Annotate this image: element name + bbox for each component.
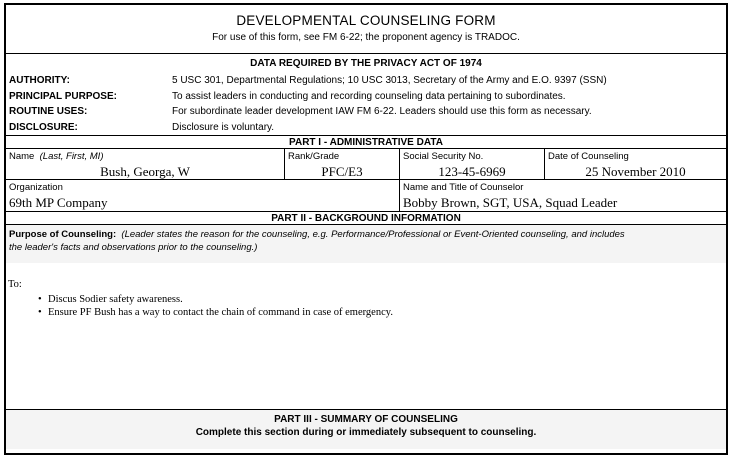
name-label: Name	[9, 151, 35, 162]
date-field[interactable]: 25 November 2010	[585, 164, 686, 179]
purpose-label: Purpose of Counseling:	[9, 229, 117, 240]
ssn-field[interactable]: 123-45-6969	[438, 164, 506, 179]
rank-field[interactable]: PFC/E3	[321, 164, 363, 179]
to-label: To:	[8, 279, 22, 290]
ssn-label: Social Security No.	[403, 151, 484, 162]
part3-instruction: Complete this section during or immediately subsequent to counseling.	[195, 427, 537, 438]
name-cell	[6, 149, 285, 179]
privacy-label: AUTHORITY:	[9, 75, 70, 86]
form-header	[6, 5, 726, 54]
privacy-value: 5 USC 301, Departmental Regulations; 10 USC 3013, Secretary of the Army and E.O. 9397 (SSN)	[172, 75, 607, 86]
rank-label: Rank/Grade	[288, 151, 340, 162]
bullet-icon: •	[38, 294, 42, 305]
privacy-act-title: DATA REQUIRED BY THE PRIVACY ACT OF 1974	[250, 58, 482, 69]
counselor-cell	[400, 180, 726, 211]
rank-cell	[285, 149, 400, 179]
organization-field[interactable]: 69th MP Company	[9, 195, 108, 210]
organization-cell	[6, 180, 400, 211]
date-label: Date of Counseling	[548, 151, 629, 162]
privacy-label: DISCLOSURE:	[9, 121, 78, 133]
ssn-cell	[400, 149, 545, 179]
privacy-value: Disclosure is voluntary.	[172, 121, 275, 133]
bullet-icon: •	[38, 307, 42, 318]
privacy-value: For subordinate leader development IAW FM 6-22. Leaders should use this form as necessary.	[172, 106, 592, 117]
form-title: DEVELOPMENTAL COUNSELING FORM	[236, 13, 496, 28]
admin-row-1	[6, 149, 726, 180]
admin-row-2	[6, 180, 726, 211]
privacy-row-purpose	[6, 89, 726, 105]
privacy-row-disclosure	[6, 120, 726, 136]
organization-label: Organization	[9, 182, 63, 193]
privacy-act-section	[6, 54, 726, 135]
purpose-list	[8, 294, 726, 318]
form-subtitle: For use of this form, see FM 6-22; the proponent agency is TRADOC.	[212, 32, 520, 43]
counseling-form	[4, 3, 728, 455]
privacy-row-authority	[6, 73, 726, 89]
list-item: • Discus Sodier safety awareness.	[38, 294, 183, 305]
part2-title: PART II - BACKGROUND INFORMATION	[6, 211, 726, 225]
privacy-label: ROUTINE USES:	[9, 106, 88, 117]
part3-section	[6, 409, 726, 449]
purpose-text-area[interactable]	[6, 263, 726, 409]
counselor-label: Name and Title of Counselor	[403, 182, 524, 193]
part3-title: PART III - SUMMARY OF COUNSELING	[274, 414, 458, 425]
counselor-field[interactable]: Bobby Brown, SGT, USA, Squad Leader	[403, 195, 618, 210]
date-cell	[545, 149, 726, 179]
name-field[interactable]: Bush, Georga, W	[100, 164, 190, 179]
purpose-of-counseling	[6, 225, 726, 263]
purpose-hint-line-2: the leader's facts and observations prior to the counseling.)	[9, 242, 258, 253]
name-hint: (Last, First, MI)	[39, 151, 104, 162]
list-item: • Ensure PF Bush has a way to contact the chain of command in case of emergency.	[38, 307, 393, 318]
purpose-hint-line-1: (Leader states the reason for the counseling, e.g. Performance/Professional or Event-Oriented counseling, and includes	[121, 229, 625, 240]
privacy-row-routine-uses	[6, 104, 726, 120]
privacy-label: PRINCIPAL PURPOSE:	[9, 90, 117, 102]
part1-title: PART I - ADMINISTRATIVE DATA	[6, 135, 726, 149]
privacy-value: To assist leaders in conducting and recording counseling data pertaining to subordinates.	[172, 90, 566, 102]
